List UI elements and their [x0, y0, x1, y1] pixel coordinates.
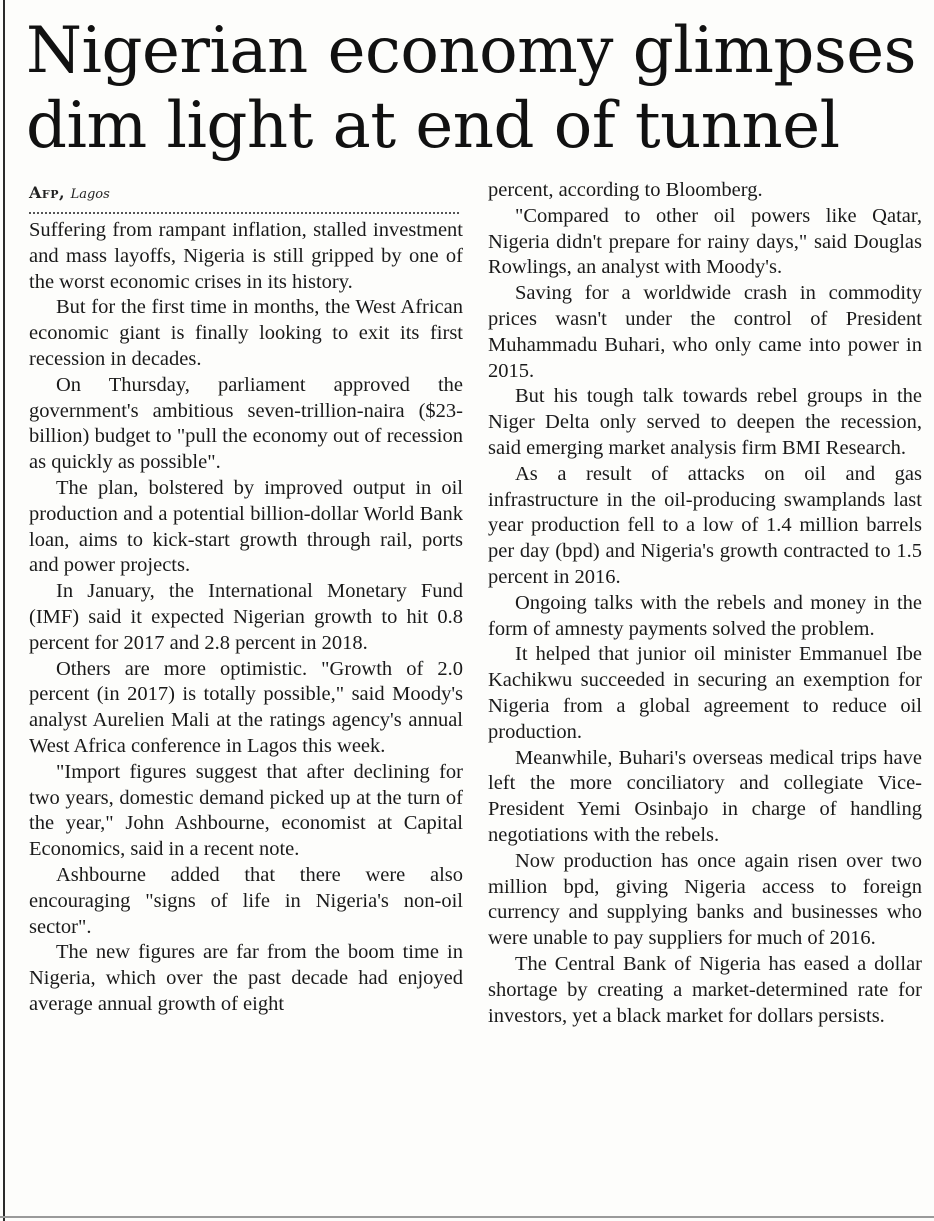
paragraph: Saving for a worldwide crash in commodity prices wasn't under the control of President Muhammadu Buhari, who only came into power in 2015. — [488, 282, 922, 382]
left-column-text — [29, 218, 463, 1018]
paragraph: As a result of attacks on oil and gas infrastructure in the oil-producing swamplands last year production fell to a low of 1.4 million barrels per day (bpd) and Nigeria's growth contracted to 1.5 percent in 2016. — [488, 462, 922, 588]
paragraph: The Central Bank of Nigeria has eased a dollar shortage by creating a market-determined rate for investors, yet a black market for dollars persists. — [488, 952, 922, 1027]
paragraph: But for the first time in months, the West African economic giant is finally looking to exit its first recession in decades. — [29, 296, 463, 370]
headline: Nigerian economy glimpses dim light at end of tunnel — [26, 14, 916, 163]
paragraph: "Import figures suggest that after declining for two years, domestic demand picked up at the turn of the year," John Ashbourne, economist at Capital Economics, said in a recent note. — [29, 760, 463, 861]
paragraph: It helped that junior oil minister Emmanuel Ibe Kachikwu succeeded in securing an exemption for Nigeria from a global agreement to reduce oil production. — [488, 643, 922, 743]
bottom-divider — [0, 1216, 934, 1218]
paragraph: The plan, bolstered by improved output in oil production and a potential billion-dollar World Bank loan, aims to kick-start growth through rail, ports and power projects. — [29, 476, 463, 577]
paragraph: Now production has once again risen over two million bpd, giving Nigeria access to foreign currency and supplying banks and businesses who were unable to pay suppliers for much of 2016. — [488, 849, 922, 950]
byline-location: Lagos — [70, 187, 110, 202]
dotted-divider — [29, 212, 459, 214]
paragraph: The new figures are far from the boom time in Nigeria, which over the past decade had enjoyed average annual growth of eight — [29, 941, 463, 1015]
paragraph: Others are more optimistic. "Growth of 2.0 percent (in 2017) is totally possible," said Moody's analyst Aurelien Mali at the ratings agency's annual West Africa conference in Lagos this week. — [29, 657, 463, 757]
paragraph: But his tough talk towards rebel groups in the Niger Delta only served to deepen the recession, said emerging market analysis firm BMI Research. — [488, 385, 922, 459]
paragraph: On Thursday, parliament approved the government's ambitious seven-trillion-naira ($23-billion) budget to "pull the economy out of recession as quickly as possible". — [29, 373, 463, 474]
paragraph: Meanwhile, Buhari's overseas medical trips have left the more conciliatory and collegiate Vice-President Yemi Osinbajo in charge of handling negotiations with the rebels. — [488, 746, 922, 846]
left-column — [29, 178, 463, 1018]
paragraph: Suffering from rampant inflation, stalled investment and mass layoffs, Nigeria is still gripped by one of the worst economic crises in its history. — [29, 219, 463, 293]
byline-separator: , — [59, 183, 65, 202]
paragraph: Ongoing talks with the rebels and money in the form of amnesty payments solved the problem. — [488, 591, 922, 640]
byline-agency: Afp — [29, 183, 59, 202]
paragraph: Ashbourne added that there were also encouraging "signs of life in Nigeria's non-oil sector". — [29, 863, 463, 938]
right-column-text — [488, 178, 922, 1029]
byline — [29, 178, 463, 207]
column-rule — [3, 0, 5, 1221]
right-column — [488, 178, 922, 1029]
paragraph: percent, according to Bloomberg. — [488, 179, 763, 201]
paragraph: "Compared to other oil powers like Qatar, Nigeria didn't prepare for rainy days," said Douglas Rowlings, an analyst with Moody's. — [488, 204, 922, 279]
paragraph: In January, the International Monetary Fund (IMF) said it expected Nigerian growth to hit 0.8 percent for 2017 and 2.8 percent in 2018. — [29, 580, 463, 654]
